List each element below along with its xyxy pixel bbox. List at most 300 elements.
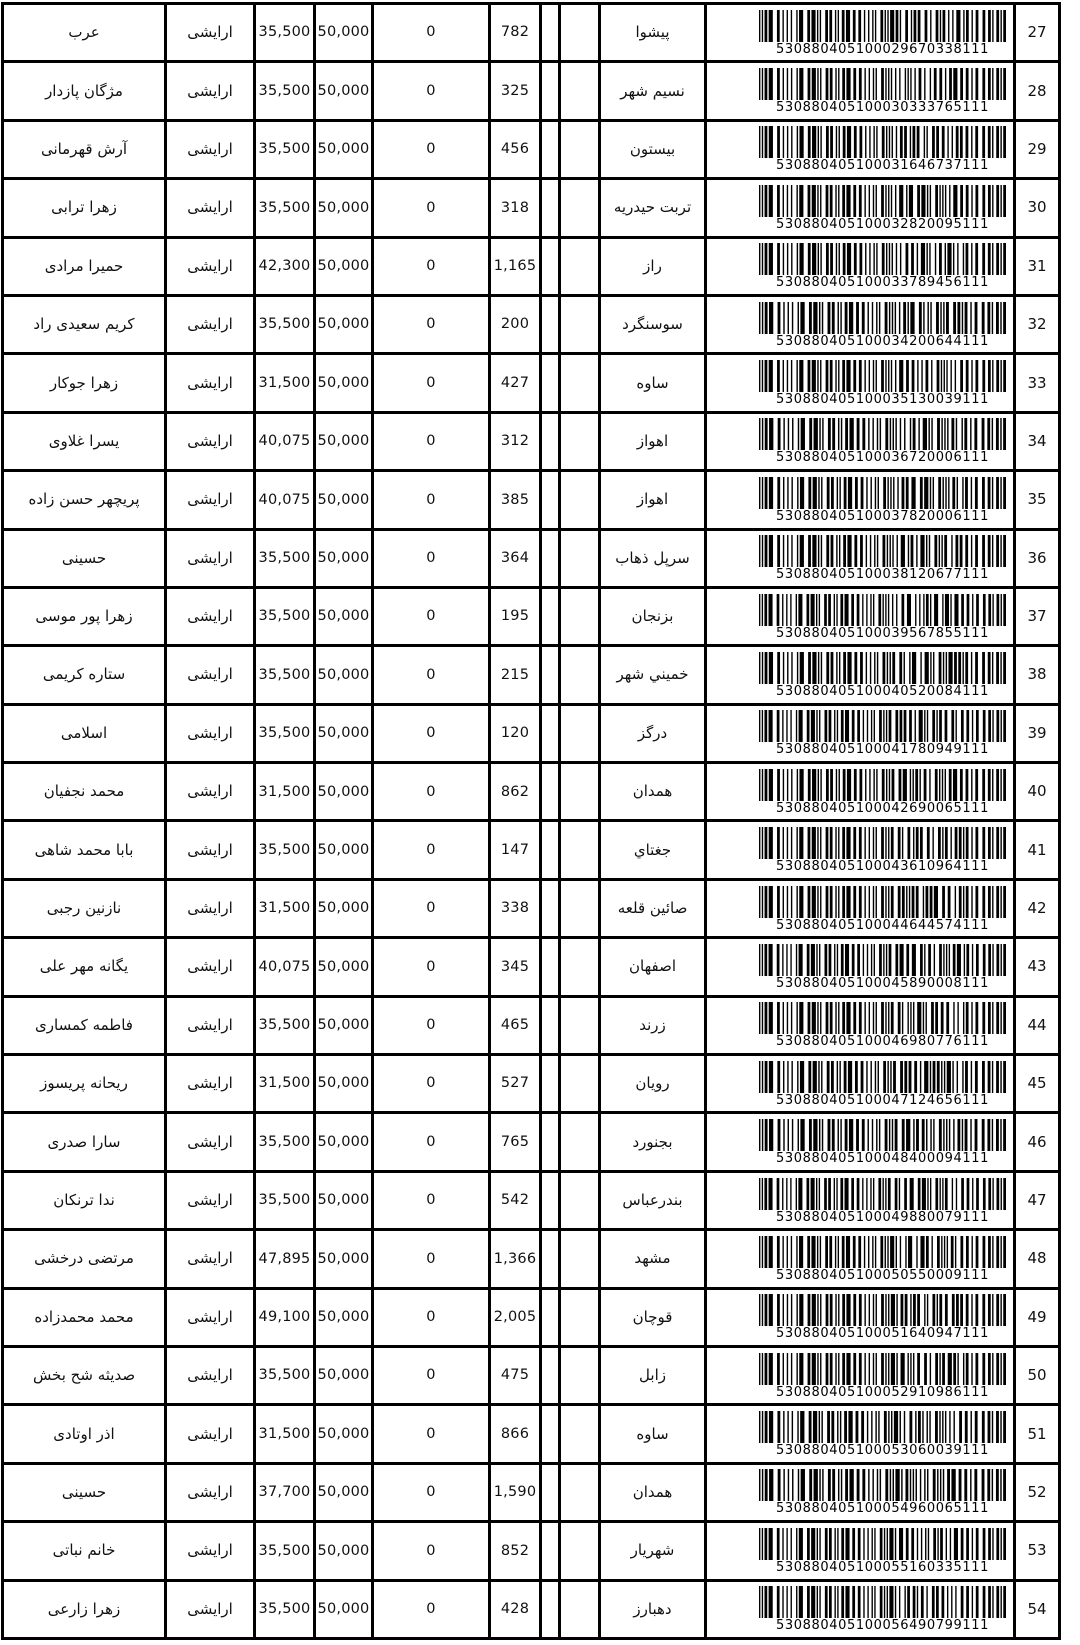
name-cell: صدیثه شح بخش xyxy=(4,1348,164,1403)
city-cell: رویان xyxy=(601,1056,704,1111)
barcode-number: 530880405100045890008111 xyxy=(776,975,989,991)
list-price-cell: 50,000 xyxy=(316,414,371,469)
row-number-cell: 41 xyxy=(1016,822,1058,877)
barcode-number: 530880405100032820095111 xyxy=(776,216,989,232)
category-cell: ارایشی xyxy=(167,939,253,994)
price-cell: 31,500 xyxy=(256,881,313,936)
spacer-cell-2 xyxy=(561,355,598,410)
barcode-number: 530880405100049880079111 xyxy=(776,1209,989,1225)
name-cell: زهرا ترابی xyxy=(4,180,164,235)
qty-cell: 862 xyxy=(491,764,539,819)
category-cell: ارایشی xyxy=(167,355,253,410)
category-cell: ارایشی xyxy=(167,1523,253,1578)
spacer-cell-1 xyxy=(542,1056,558,1111)
barcode-image xyxy=(759,944,1006,976)
spacer-cell-1 xyxy=(542,1582,558,1637)
spacer-cell-1 xyxy=(542,1406,558,1461)
spacer-cell-1 xyxy=(542,939,558,994)
barcode-image xyxy=(759,652,1006,684)
price-cell: 35,500 xyxy=(256,1582,313,1637)
row-number-cell: 33 xyxy=(1016,355,1058,410)
barcode-number: 530880405100031646737111 xyxy=(776,158,989,174)
spacer-cell-2 xyxy=(561,531,598,586)
spacer-cell-1 xyxy=(542,1231,558,1286)
spacer-cell-2 xyxy=(561,5,598,60)
barcode-number: 530880405100029670338111 xyxy=(776,41,989,57)
spacer-cell-2 xyxy=(561,180,598,235)
category-cell: ارایشی xyxy=(167,63,253,118)
name-cell: حمیرا مرادی xyxy=(4,239,164,294)
spacer-cell-2 xyxy=(561,764,598,819)
zero-cell: 0 xyxy=(374,1406,488,1461)
zero-cell: 0 xyxy=(374,1173,488,1228)
spacer-cell-2 xyxy=(561,1523,598,1578)
list-price-cell: 50,000 xyxy=(316,472,371,527)
name-cell: زهرا زارعی xyxy=(4,1582,164,1637)
barcode-image xyxy=(759,126,1006,158)
list-price-cell: 50,000 xyxy=(316,239,371,294)
zero-cell: 0 xyxy=(374,414,488,469)
name-cell: عرب xyxy=(4,5,164,60)
name-cell: محمد نجفیان xyxy=(4,764,164,819)
spacer-cell-1 xyxy=(542,1523,558,1578)
category-cell: ارایشی xyxy=(167,1348,253,1403)
category-cell: ارایشی xyxy=(167,414,253,469)
city-cell: همدان xyxy=(601,1465,704,1520)
name-cell: بابا محمد شاهی xyxy=(4,822,164,877)
list-price-cell: 50,000 xyxy=(316,1231,371,1286)
list-price-cell: 50,000 xyxy=(316,939,371,994)
list-price-cell: 50,000 xyxy=(316,1290,371,1345)
price-cell: 35,500 xyxy=(256,63,313,118)
spacer-cell-2 xyxy=(561,1173,598,1228)
spacer-cell-1 xyxy=(542,764,558,819)
qty-cell: 338 xyxy=(491,881,539,936)
city-cell: زرند xyxy=(601,998,704,1053)
row-number-cell: 37 xyxy=(1016,589,1058,644)
zero-cell: 0 xyxy=(374,122,488,177)
zero-cell: 0 xyxy=(374,1465,488,1520)
spacer-cell-1 xyxy=(542,589,558,644)
barcode-cell xyxy=(707,5,1013,60)
qty-cell: 318 xyxy=(491,180,539,235)
name-cell: مژگان پازدار xyxy=(4,63,164,118)
qty-cell: 866 xyxy=(491,1406,539,1461)
city-cell: پیشوا xyxy=(601,5,704,60)
spacer-cell-1 xyxy=(542,531,558,586)
price-cell: 40,075 xyxy=(256,472,313,527)
qty-cell: 1,165 xyxy=(491,239,539,294)
qty-cell: 312 xyxy=(491,414,539,469)
category-cell: ارایشی xyxy=(167,297,253,352)
barcode-image xyxy=(759,1469,1006,1501)
price-cell: 31,500 xyxy=(256,764,313,819)
qty-cell: 385 xyxy=(491,472,539,527)
barcode-number: 530880405100052910986111 xyxy=(776,1384,989,1400)
city-cell: راز xyxy=(601,239,704,294)
price-cell: 31,500 xyxy=(256,355,313,410)
barcode-number: 530880405100035130039111 xyxy=(776,392,989,408)
city-cell: سوسنگرد xyxy=(601,297,704,352)
spacer-cell-1 xyxy=(542,5,558,60)
city-cell: ساوه xyxy=(601,355,704,410)
price-cell: 35,500 xyxy=(256,1173,313,1228)
spacer-cell-2 xyxy=(561,822,598,877)
barcode-image xyxy=(759,302,1006,334)
name-cell: یگانه مهر علی xyxy=(4,939,164,994)
spacer-cell-2 xyxy=(561,1290,598,1345)
list-price-cell: 50,000 xyxy=(316,297,371,352)
name-cell: نازنین رجبی xyxy=(4,881,164,936)
barcode-number: 530880405100044644574111 xyxy=(776,917,989,933)
name-cell: کریم سعیدی راد xyxy=(4,297,164,352)
barcode-image xyxy=(759,1586,1006,1618)
barcode-cell xyxy=(707,1173,1013,1228)
spacer-cell-2 xyxy=(561,939,598,994)
barcode-cell xyxy=(707,122,1013,177)
barcode-number: 530880405100030333765111 xyxy=(776,100,989,116)
price-cell: 35,500 xyxy=(256,647,313,702)
price-cell: 35,500 xyxy=(256,122,313,177)
spacer-cell-2 xyxy=(561,998,598,1053)
barcode-cell xyxy=(707,706,1013,761)
city-cell: خميني شهر xyxy=(601,647,704,702)
barcode-cell xyxy=(707,647,1013,702)
barcode-number: 530880405100034200644111 xyxy=(776,333,989,349)
name-cell: یسرا غلاوی xyxy=(4,414,164,469)
row-number-cell: 38 xyxy=(1016,647,1058,702)
barcode-image xyxy=(759,827,1006,859)
city-cell: جغتاي xyxy=(601,822,704,877)
qty-cell: 456 xyxy=(491,122,539,177)
category-cell: ارایشی xyxy=(167,1173,253,1228)
city-cell: قوچان xyxy=(601,1290,704,1345)
category-cell: ارایشی xyxy=(167,647,253,702)
spacer-cell-1 xyxy=(542,355,558,410)
zero-cell: 0 xyxy=(374,1582,488,1637)
price-cell: 40,075 xyxy=(256,939,313,994)
spacer-cell-2 xyxy=(561,1348,598,1403)
city-cell: درگز xyxy=(601,706,704,761)
qty-cell: 195 xyxy=(491,589,539,644)
price-cell: 35,500 xyxy=(256,1114,313,1169)
barcode-number: 530880405100048400094111 xyxy=(776,1151,989,1167)
barcode-number: 530880405100039567855111 xyxy=(776,625,989,641)
barcode-cell xyxy=(707,881,1013,936)
category-cell: ارایشی xyxy=(167,706,253,761)
zero-cell: 0 xyxy=(374,63,488,118)
barcode-number: 530880405100053060039111 xyxy=(776,1443,989,1459)
row-number-cell: 35 xyxy=(1016,472,1058,527)
row-number-cell: 39 xyxy=(1016,706,1058,761)
qty-cell: 1,366 xyxy=(491,1231,539,1286)
barcode-image xyxy=(759,1119,1006,1151)
name-cell: زهرا جوکار xyxy=(4,355,164,410)
barcode-cell xyxy=(707,1056,1013,1111)
barcode-cell xyxy=(707,1582,1013,1637)
spacer-cell-2 xyxy=(561,122,598,177)
spacer-cell-2 xyxy=(561,647,598,702)
row-number-cell: 53 xyxy=(1016,1523,1058,1578)
price-cell: 35,500 xyxy=(256,1523,313,1578)
barcode-cell xyxy=(707,355,1013,410)
spacer-cell-2 xyxy=(561,297,598,352)
qty-cell: 542 xyxy=(491,1173,539,1228)
barcode-image xyxy=(759,1002,1006,1034)
barcode-number: 530880405100054960065111 xyxy=(776,1501,989,1517)
zero-cell: 0 xyxy=(374,647,488,702)
category-cell: ارایشی xyxy=(167,1406,253,1461)
spacer-cell-1 xyxy=(542,122,558,177)
zero-cell: 0 xyxy=(374,355,488,410)
row-number-cell: 29 xyxy=(1016,122,1058,177)
qty-cell: 325 xyxy=(491,63,539,118)
zero-cell: 0 xyxy=(374,531,488,586)
barcode-number: 530880405100040520084111 xyxy=(776,683,989,699)
city-cell: بزنجان xyxy=(601,589,704,644)
spacer-cell-2 xyxy=(561,63,598,118)
list-price-cell: 50,000 xyxy=(316,881,371,936)
category-cell: ارایشی xyxy=(167,1231,253,1286)
barcode-image xyxy=(759,535,1006,567)
spacer-cell-2 xyxy=(561,1582,598,1637)
barcode-number: 530880405100051640947111 xyxy=(776,1326,989,1342)
barcode-cell xyxy=(707,1290,1013,1345)
qty-cell: 2,005 xyxy=(491,1290,539,1345)
list-price-cell: 50,000 xyxy=(316,180,371,235)
row-number-cell: 52 xyxy=(1016,1465,1058,1520)
qty-cell: 200 xyxy=(491,297,539,352)
barcode-image xyxy=(759,68,1006,100)
category-cell: ارایشی xyxy=(167,822,253,877)
barcode-image xyxy=(759,360,1006,392)
city-cell: زابل xyxy=(601,1348,704,1403)
barcode-image xyxy=(759,710,1006,742)
barcode-cell xyxy=(707,531,1013,586)
barcode-image xyxy=(759,185,1006,217)
qty-cell: 852 xyxy=(491,1523,539,1578)
spacer-cell-1 xyxy=(542,472,558,527)
qty-cell: 1,590 xyxy=(491,1465,539,1520)
row-number-cell: 31 xyxy=(1016,239,1058,294)
price-cell: 35,500 xyxy=(256,998,313,1053)
qty-cell: 782 xyxy=(491,5,539,60)
price-cell: 42,300 xyxy=(256,239,313,294)
row-number-cell: 30 xyxy=(1016,180,1058,235)
qty-cell: 475 xyxy=(491,1348,539,1403)
spacer-cell-2 xyxy=(561,472,598,527)
category-cell: ارایشی xyxy=(167,5,253,60)
row-number-cell: 42 xyxy=(1016,881,1058,936)
zero-cell: 0 xyxy=(374,998,488,1053)
zero-cell: 0 xyxy=(374,1114,488,1169)
barcode-image xyxy=(759,1411,1006,1443)
spacer-cell-2 xyxy=(561,414,598,469)
barcode-cell xyxy=(707,414,1013,469)
price-cell: 40,075 xyxy=(256,414,313,469)
category-cell: ارایشی xyxy=(167,1582,253,1637)
list-price-cell: 50,000 xyxy=(316,1114,371,1169)
zero-cell: 0 xyxy=(374,239,488,294)
zero-cell: 0 xyxy=(374,180,488,235)
spacer-cell-1 xyxy=(542,822,558,877)
barcode-image xyxy=(759,1236,1006,1268)
price-cell: 35,500 xyxy=(256,5,313,60)
barcode-number: 530880405100043610964111 xyxy=(776,859,989,875)
list-price-cell: 50,000 xyxy=(316,531,371,586)
zero-cell: 0 xyxy=(374,589,488,644)
barcode-image xyxy=(759,477,1006,509)
barcode-image xyxy=(759,1178,1006,1210)
barcode-cell xyxy=(707,297,1013,352)
list-price-cell: 50,000 xyxy=(316,355,371,410)
barcode-image xyxy=(759,1294,1006,1326)
zero-cell: 0 xyxy=(374,472,488,527)
name-cell: آرش قهرمانی xyxy=(4,122,164,177)
row-number-cell: 40 xyxy=(1016,764,1058,819)
qty-cell: 465 xyxy=(491,998,539,1053)
city-cell: ساوه xyxy=(601,1406,704,1461)
row-number-cell: 54 xyxy=(1016,1582,1058,1637)
row-number-cell: 34 xyxy=(1016,414,1058,469)
list-price-cell: 50,000 xyxy=(316,706,371,761)
city-cell: بیستون xyxy=(601,122,704,177)
price-cell: 31,500 xyxy=(256,1406,313,1461)
spacer-cell-1 xyxy=(542,1465,558,1520)
zero-cell: 0 xyxy=(374,1290,488,1345)
qty-cell: 364 xyxy=(491,531,539,586)
spacer-cell-1 xyxy=(542,1348,558,1403)
zero-cell: 0 xyxy=(374,5,488,60)
price-cell: 47,895 xyxy=(256,1231,313,1286)
list-price-cell: 50,000 xyxy=(316,1465,371,1520)
price-cell: 35,500 xyxy=(256,1348,313,1403)
barcode-number: 530880405100046980776111 xyxy=(776,1034,989,1050)
zero-cell: 0 xyxy=(374,706,488,761)
list-price-cell: 50,000 xyxy=(316,122,371,177)
barcode-number: 530880405100036720006111 xyxy=(776,450,989,466)
city-cell: سرپل ذهاب xyxy=(601,531,704,586)
city-cell: تربت حیدریه xyxy=(601,180,704,235)
name-cell: مرتضی درخشی xyxy=(4,1231,164,1286)
zero-cell: 0 xyxy=(374,881,488,936)
qty-cell: 215 xyxy=(491,647,539,702)
spacer-cell-1 xyxy=(542,239,558,294)
city-cell: شهریار xyxy=(601,1523,704,1578)
price-cell: 35,500 xyxy=(256,180,313,235)
spacer-cell-2 xyxy=(561,1465,598,1520)
price-cell: 37,700 xyxy=(256,1465,313,1520)
zero-cell: 0 xyxy=(374,1348,488,1403)
name-cell: ریحانه پریسوز xyxy=(4,1056,164,1111)
name-cell: حسینی xyxy=(4,1465,164,1520)
barcode-image xyxy=(759,769,1006,801)
list-price-cell: 50,000 xyxy=(316,998,371,1053)
barcode-image xyxy=(759,886,1006,918)
qty-cell: 147 xyxy=(491,822,539,877)
name-cell: اذر اوتادی xyxy=(4,1406,164,1461)
city-cell: مشهد xyxy=(601,1231,704,1286)
barcode-cell xyxy=(707,1523,1013,1578)
category-cell: ارایشی xyxy=(167,1114,253,1169)
row-number-cell: 28 xyxy=(1016,63,1058,118)
city-cell: بندرعباس xyxy=(601,1173,704,1228)
spacer-cell-2 xyxy=(561,1056,598,1111)
name-cell: پریچهر حسن زاده xyxy=(4,472,164,527)
name-cell: سارا صدری xyxy=(4,1114,164,1169)
barcode-image xyxy=(759,10,1006,42)
qty-cell: 428 xyxy=(491,1582,539,1637)
name-cell: حسینی xyxy=(4,531,164,586)
barcode-image xyxy=(759,1528,1006,1560)
barcode-cell xyxy=(707,1406,1013,1461)
city-cell: اصفهان xyxy=(601,939,704,994)
list-price-cell: 50,000 xyxy=(316,1406,371,1461)
price-cell: 31,500 xyxy=(256,1056,313,1111)
zero-cell: 0 xyxy=(374,1056,488,1111)
list-price-cell: 50,000 xyxy=(316,1056,371,1111)
qty-cell: 765 xyxy=(491,1114,539,1169)
row-number-cell: 36 xyxy=(1016,531,1058,586)
name-cell: ندا ترنکان xyxy=(4,1173,164,1228)
barcode-cell xyxy=(707,1114,1013,1169)
barcode-cell xyxy=(707,472,1013,527)
barcode-image xyxy=(759,418,1006,450)
barcode-table xyxy=(1,2,1061,1640)
barcode-number: 530880405100038120677111 xyxy=(776,567,989,583)
list-price-cell: 50,000 xyxy=(316,822,371,877)
barcode-cell xyxy=(707,939,1013,994)
row-number-cell: 27 xyxy=(1016,5,1058,60)
category-cell: ارایشی xyxy=(167,531,253,586)
row-number-cell: 50 xyxy=(1016,1348,1058,1403)
barcode-cell xyxy=(707,180,1013,235)
qty-cell: 527 xyxy=(491,1056,539,1111)
barcode-number: 530880405100056490799111 xyxy=(776,1618,989,1634)
name-cell: محمد محمدزاده xyxy=(4,1290,164,1345)
barcode-image xyxy=(759,1353,1006,1385)
barcode-cell xyxy=(707,1348,1013,1403)
list-price-cell: 50,000 xyxy=(316,1582,371,1637)
spacer-cell-1 xyxy=(542,414,558,469)
spacer-cell-1 xyxy=(542,881,558,936)
row-number-cell: 43 xyxy=(1016,939,1058,994)
spacer-cell-1 xyxy=(542,998,558,1053)
spacer-cell-2 xyxy=(561,1231,598,1286)
list-price-cell: 50,000 xyxy=(316,1523,371,1578)
price-cell: 35,500 xyxy=(256,531,313,586)
barcode-cell xyxy=(707,998,1013,1053)
spacer-cell-1 xyxy=(542,1114,558,1169)
category-cell: ارایشی xyxy=(167,472,253,527)
qty-cell: 120 xyxy=(491,706,539,761)
list-price-cell: 50,000 xyxy=(316,63,371,118)
spacer-cell-1 xyxy=(542,1173,558,1228)
spacer-cell-1 xyxy=(542,706,558,761)
row-number-cell: 44 xyxy=(1016,998,1058,1053)
barcode-cell xyxy=(707,822,1013,877)
row-number-cell: 45 xyxy=(1016,1056,1058,1111)
spacer-cell-2 xyxy=(561,1114,598,1169)
barcode-number: 530880405100033789456111 xyxy=(776,275,989,291)
barcode-number: 530880405100050550009111 xyxy=(776,1267,989,1283)
spacer-cell-2 xyxy=(561,239,598,294)
list-price-cell: 50,000 xyxy=(316,1348,371,1403)
barcode-image xyxy=(759,594,1006,626)
list-price-cell: 50,000 xyxy=(316,5,371,60)
category-cell: ارایشی xyxy=(167,1290,253,1345)
price-cell: 35,500 xyxy=(256,589,313,644)
